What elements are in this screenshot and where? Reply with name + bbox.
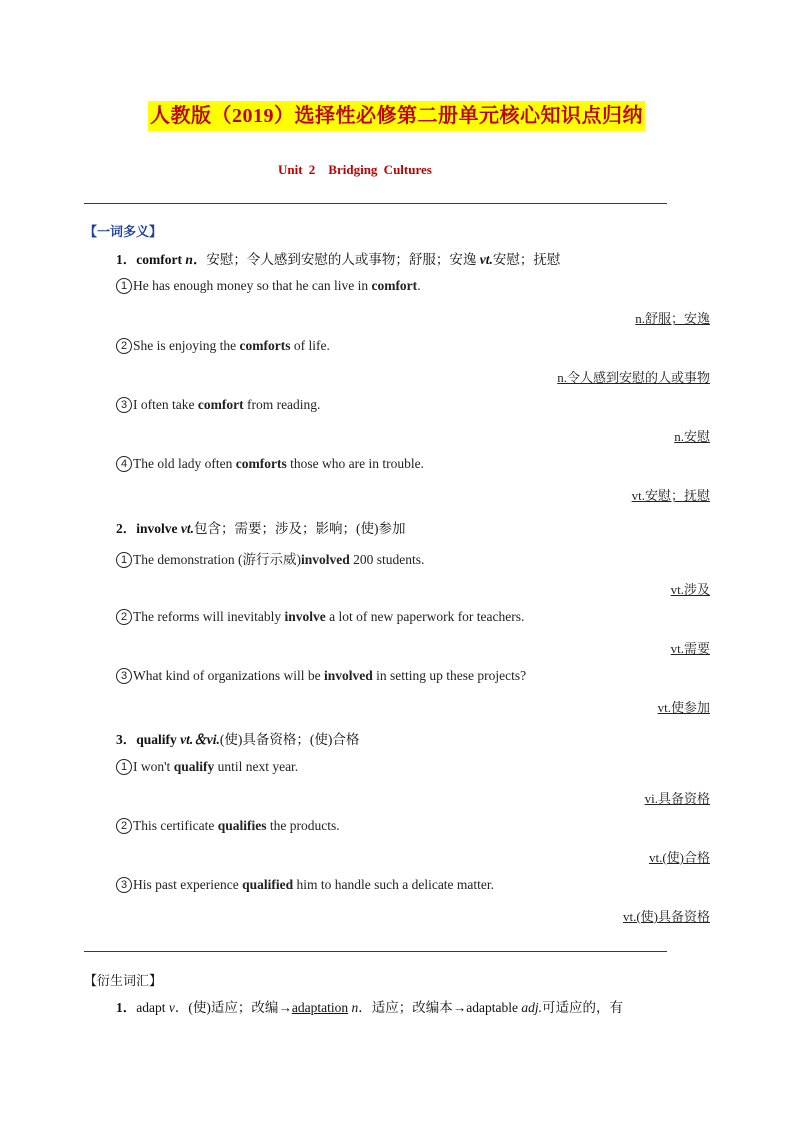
circled-number-icon: 4 (116, 456, 132, 472)
circled-number-icon: 1 (116, 278, 132, 294)
circled-number-icon: 3 (116, 877, 132, 893)
circled-number-icon: 2 (116, 818, 132, 834)
derived-entry: 1．adapt v．(使)适应；改编→adaptation n．适应；改编本→adaptable adj.可适应的，有 (116, 1000, 623, 1015)
headword-involve: 2．involve vt.包含；需要；涉及；影响；(使)参加 (116, 521, 406, 536)
answer-meaning: vi.具备资格 (644, 791, 710, 806)
circled-number-icon: 3 (116, 397, 132, 413)
circled-number-icon: 2 (116, 609, 132, 625)
circled-number-icon: 1 (116, 552, 132, 568)
example-sentence: 3 I often take comfort from reading. (116, 397, 320, 413)
answer-meaning: vt.(使)具备资格 (622, 909, 710, 924)
headword-qualify: 3．qualify vt.＆vi.(使)具备资格；(使)合格 (116, 732, 360, 747)
answer-meaning: n.舒服；安逸 (635, 311, 710, 326)
circled-number-icon: 2 (116, 338, 132, 354)
example-sentence: 2 She is enjoying the comforts of life. (116, 338, 330, 354)
section-heading-derived: 【衍生词汇】 (84, 973, 163, 988)
answer-meaning: vt.(使)合格 (648, 850, 710, 865)
divider-top (84, 203, 667, 204)
answer-meaning: n.令人感到安慰的人或事物 (557, 370, 710, 385)
example-sentence: 4 The old lady often comforts those who are in trouble. (116, 456, 424, 472)
example-sentence: 2 The reforms will inevitably involve a lot of new paperwork for teachers. (116, 609, 524, 625)
answer-meaning: vt.涉及 (670, 582, 710, 597)
unit-subtitle: Unit 2 Bridging Cultures (278, 162, 432, 177)
example-sentence: 1 I won't qualify until next year. (116, 759, 298, 775)
answer-meaning: vt.安慰；抚慰 (631, 488, 710, 503)
example-sentence: 2 This certificate qualifies the products. (116, 818, 340, 834)
answer-meaning: vt.使参加 (657, 700, 710, 715)
circled-number-icon: 3 (116, 668, 132, 684)
divider-middle (84, 951, 667, 952)
circled-number-icon: 1 (116, 759, 132, 775)
answer-meaning: vt.需要 (670, 641, 710, 656)
document-title: 人教版（2019）选择性必修第二册单元核心知识点归纳 (148, 101, 645, 131)
section-heading-polysemy: 【一词多义】 (84, 224, 163, 239)
headword-comfort: 1．comfort n．安慰；令人感到安慰的人或事物；舒服；安逸 vt.安慰；抚慰 (116, 252, 561, 267)
example-sentence: 1 The demonstration (游行示威)involved 200 students. (116, 548, 424, 568)
example-sentence: 3 What kind of organizations will be involved in setting up these projects? (116, 668, 526, 684)
example-sentence: 1 He has enough money so that he can live in comfort. (116, 278, 421, 294)
answer-meaning: n.安慰 (674, 429, 710, 444)
example-sentence: 3 His past experience qualified him to handle such a delicate matter. (116, 877, 494, 893)
